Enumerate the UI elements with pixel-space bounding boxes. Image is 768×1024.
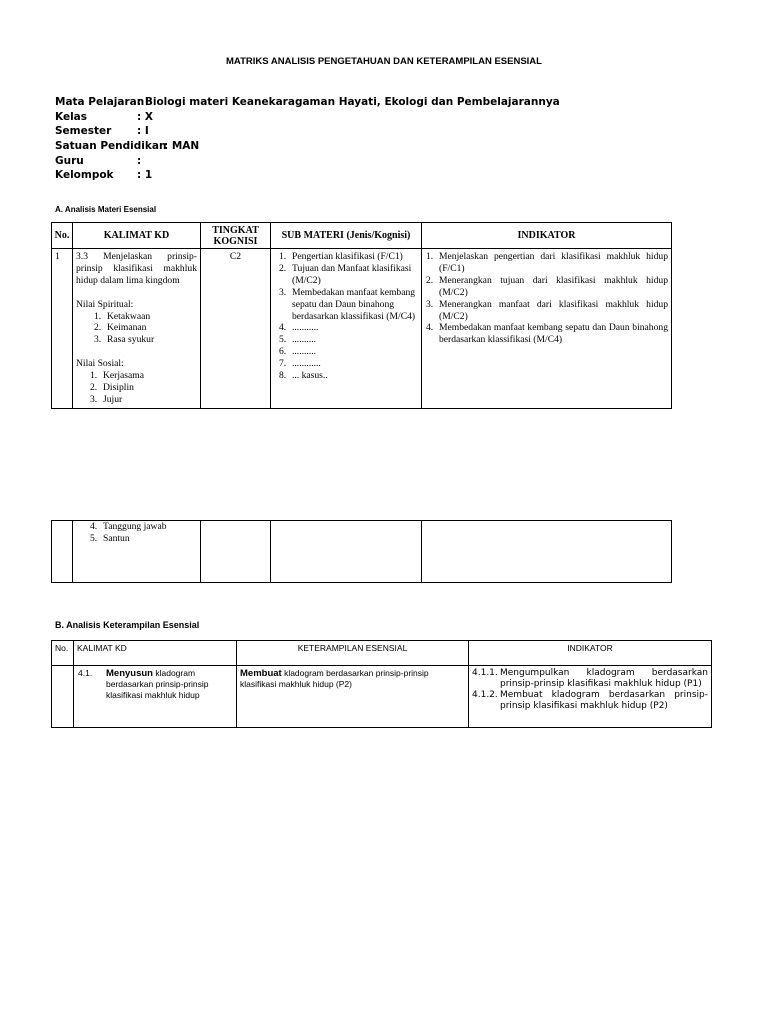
list-item: 1. Menjelaskan pengertian dari klasifikasi makhluk hidup (F/C1) xyxy=(426,251,668,274)
meta-key: Guru xyxy=(55,154,84,167)
list-item: 2. Menerangkan tujuan dari klasifikasi makhluk hidup (M/C2) xyxy=(426,274,668,298)
kd-cell xyxy=(73,521,201,583)
meta-row-teacher xyxy=(55,154,166,169)
list-item: 7. ............ xyxy=(279,358,321,370)
meta-key: Kelas xyxy=(55,110,88,123)
social-list-continued xyxy=(76,521,197,545)
row-number xyxy=(52,521,73,583)
section-a-title: A. Analisis Materi Esensial xyxy=(55,205,157,214)
table-row xyxy=(52,249,672,409)
list-item: 4.1.2. Membuat kladogram berdasarkan prinsip-prinsip klasifikasi makhluk hidup (P2) xyxy=(472,690,708,711)
sub-material-list xyxy=(279,251,418,382)
knowledge-analysis-table xyxy=(51,222,672,409)
col-header-kd: KALIMAT KD xyxy=(73,223,201,249)
col-header-no: No. xyxy=(52,641,74,666)
spiritual-label: Nilai Spiritual: xyxy=(76,298,134,310)
indicator-cell xyxy=(469,666,712,728)
meta-row-school xyxy=(55,139,200,154)
kd-cell xyxy=(73,249,201,409)
section-b-title: B. Analisis Keterampilan Esensial xyxy=(55,620,200,630)
meta-value: : xyxy=(137,154,142,167)
list-item: 2. Tujuan dan Manfaat klasifikasi (M/C2) xyxy=(279,262,412,286)
col-header-level: TINGKAT KOGNISI xyxy=(201,223,271,249)
document-title: MATRIKS ANALISIS PENGETAHUAN DAN KETERAMPILAN ESENSIAL xyxy=(226,56,542,67)
list-item: 3. Jujur xyxy=(90,393,123,405)
meta-row-class xyxy=(55,110,166,125)
list-item: 2. Disiplin xyxy=(90,381,134,393)
meta-row-group xyxy=(55,168,166,183)
meta-value: : I xyxy=(137,125,149,138)
cognitive-level: C2 xyxy=(201,249,271,409)
list-item: 1. Pengertian klasifikasi (F/C1) xyxy=(279,251,403,262)
table-header-row xyxy=(52,223,672,249)
list-item: 4. Tanggung jawab xyxy=(90,521,167,532)
meta-key: Mata Pelajaran xyxy=(55,96,145,108)
list-item: 3. Membedakan manfaat kembang sepatu dan Daun binahong berdasarkan klassifikasi (M/C4) xyxy=(279,286,416,322)
col-header-skill: KETERAMPILAN ESENSIAL xyxy=(237,641,469,666)
knowledge-analysis-table-continued xyxy=(51,520,672,583)
meta-value: : X xyxy=(137,110,153,123)
meta-row-semester xyxy=(55,124,166,139)
col-header-indicator: INDIKATOR xyxy=(469,641,712,666)
list-item: 4. Membedakan manfaat kembang sepatu dan Daun binahong berdasarkan klassifikasi (M/C4) xyxy=(426,322,668,346)
cognitive-level xyxy=(201,521,271,583)
list-item: 4.1.1. Mengumpulkan kladogram berdasarkan prinsip-prinsip klasifikasi makhluk hidup (P1) xyxy=(472,668,708,689)
meta-value: : MAN xyxy=(164,140,200,153)
social-label: Nilai Sosial: xyxy=(76,358,124,370)
table-row xyxy=(52,666,712,728)
meta-value: : Biologi materi Keanekaragaman Hayati, Ekologi dan Pembelajarannya xyxy=(137,96,560,108)
indicator-list xyxy=(472,668,708,712)
skill-cell: Membuat kladogram berdasarkan prinsip-prinsip klasifikasi makhluk hidup (P2) xyxy=(237,666,469,728)
meta-key: Semester xyxy=(55,125,112,138)
list-item: 8. ... kasus.. xyxy=(279,370,328,382)
meta-row-subject xyxy=(55,95,560,110)
kd-text: 3.3 Menjelaskan prinsip-prinsip klasifikasi makhluk hidup dalam lima kingdom xyxy=(76,251,197,286)
sub-material-cell xyxy=(271,521,422,583)
kd-text: 4.1. Menyusun kladogram berdasarkan prinsip-prinsip klasifikasi makhluk hidup xyxy=(78,668,209,700)
col-header-indicator: INDIKATOR xyxy=(422,223,672,249)
spiritual-list xyxy=(76,311,197,347)
list-item: 5. Santun xyxy=(90,532,130,544)
indicator-cell xyxy=(422,249,672,409)
row-number: 1 xyxy=(52,249,73,409)
list-item: 3. Menerangkan manfaat dari klasifikasi makhluk hidup (M/C2) xyxy=(426,298,668,322)
row-number xyxy=(52,666,74,728)
col-header-sub: SUB MATERI (Jenis/Kognisi) xyxy=(271,223,422,249)
col-header-no: No. xyxy=(52,223,73,249)
list-item: 5. .......... xyxy=(279,334,316,346)
skill-analysis-table xyxy=(51,640,712,728)
meta-value: : 1 xyxy=(137,169,153,182)
list-item: 1. Ketakwaan xyxy=(94,310,151,322)
list-item: 2. Keimanan xyxy=(94,322,147,334)
indicator-cell xyxy=(422,521,672,583)
indicator-list xyxy=(426,251,668,346)
subject-info xyxy=(55,95,560,183)
kd-cell xyxy=(74,666,237,728)
list-item: 6. .......... xyxy=(279,346,316,358)
table-header-row xyxy=(52,641,712,666)
list-item: 1. Kerjasama xyxy=(90,370,145,382)
list-item: 3. Rasa syukur xyxy=(94,334,155,346)
social-list xyxy=(76,370,197,406)
list-item: 4. ........... xyxy=(279,322,319,334)
meta-key: Satuan Pendidikan xyxy=(55,140,167,153)
table-row xyxy=(52,521,672,583)
sub-material-cell xyxy=(271,249,422,409)
meta-key: Kelompok xyxy=(55,169,114,182)
col-header-kd: KALIMAT KD xyxy=(74,641,237,666)
